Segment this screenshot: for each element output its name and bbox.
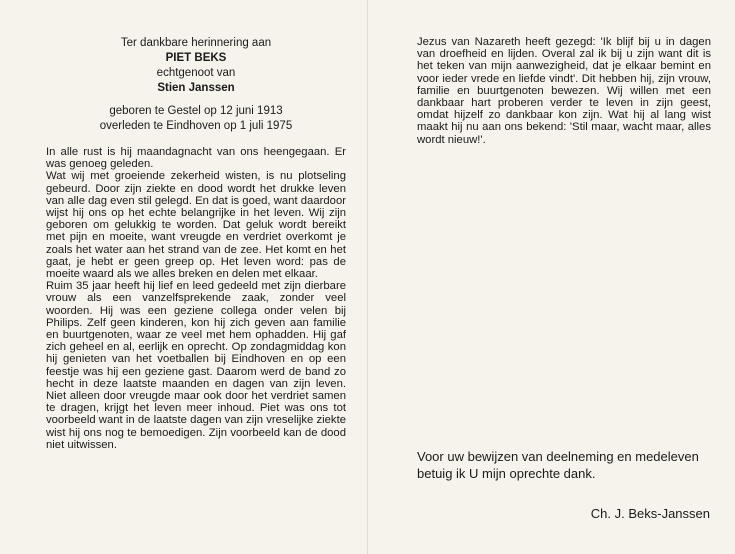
death-line: overleden te Eindhoven op 1 juli 1975 (99, 120, 293, 132)
signature: Ch. J. Beks-Janssen (590, 506, 710, 521)
body-paragraph: Wat wij met groeiende zekerheid wisten, is nu plotseling gebeurd. Door zijn ziekte en dood wordt het drukke leven van alle dag even stil gelegd. En dat is goed, want daardoor wijst hij ons op het echte belangrijke in het leven. Wij zijn geboren om gelukkig te worden. Dat geluk wordt bereikt met pijn en moeite, want vreugde en verdriet overkomt je zoals het water aan het strand van de zee. Het komt en het gaat, je hebt er geen greep op. Het leven word: pas de moeite waard als we alles breken en delen met elkaar. (46, 170, 346, 281)
body-paragraph: In alle rust is hij maandagnacht van ons heengegaan. Er was genoeg geleden. (46, 146, 346, 171)
birth-line: geboren te Gestel op 12 juni 1913 (109, 105, 283, 117)
deceased-name: PIET BEKS (165, 52, 227, 64)
card-fold-line (367, 0, 368, 554)
right-panel (417, 36, 711, 146)
thanks-text: Voor uw bewijzen van deelneming en medeleven betuig ik U mijn oprechte dank. (417, 449, 699, 481)
header-relation: echtgenoot van (156, 67, 236, 79)
card-header (46, 36, 346, 134)
header-intro: Ter dankbare herinnering aan (120, 37, 272, 49)
left-body-text (46, 146, 346, 451)
body-paragraph: Ruim 35 jaar heeft hij lief en leed gedeeld met zijn dierbare vrouw als een vanzelfsprekende zaak, zonder veel woorden. Hij was een geziene collega onder velen bij Philips. Zelf geen kinderen, kon hij zich geven aan familie en buurtgenoten, waar ze veel met hem ophadden. Hij gaf zich geheel en al, eerlijk en oprecht. Op zondagmiddag kon hij genieten van het voetballen bij Eindhoven en op een feestje was hij een geziene gast. Daarom werd de band zo hecht in deze laatste maanden en dagen van zijn leven. Niet alleen door vreugde maar ook door het verdriet samen te dragen, krijgt het leven meer inhoud. Piet was ons tot voorbeeld want in de laatste dagen van zijn vreselijke ziekte wist hij ons nog te bemoedigen. Zijn voorbeeld kan de dood niet uitwissen. (46, 280, 346, 451)
spouse-name: Stien Janssen (157, 82, 235, 94)
left-panel (46, 36, 346, 451)
right-body-text: Jezus van Nazareth heeft gezegd: 'Ik blijf bij u in dagen van droefheid en lijden. Overal zal ik bij u zijn want dit is het teken van mijn aanwezigheid, dat je elkaar bemint en voor ieder vrede en liefde vindt'. Dit hebben hij, zijn vrouw, familie en buurtgenoten bewezen. Wij willen met een dankbaar hart proberen verder te leven in zijn geest, omdat hijzelf zo dankbaar kon zijn. Wat hij al lang wist maakt hij nu aan ons bekend: 'Stil maar, wacht maar, alles wordt nieuw!'. (417, 36, 711, 146)
